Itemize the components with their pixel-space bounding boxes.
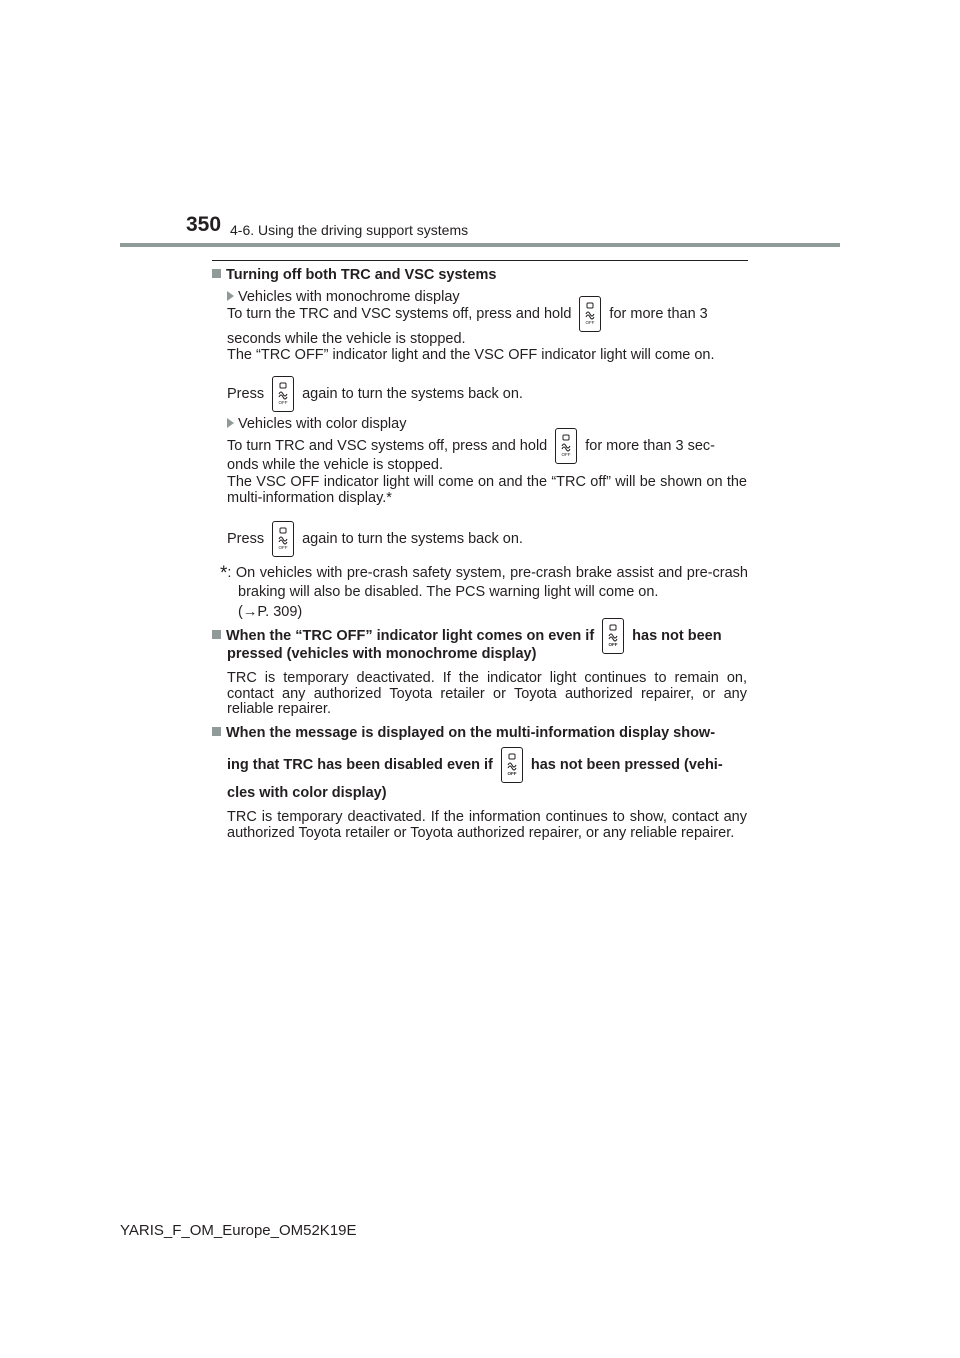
mono-text2: seconds while the vehicle is stopped.	[227, 331, 466, 347]
color-text2-a: for more than 3 sec-	[585, 438, 715, 454]
mono-press-word: Press	[227, 386, 265, 402]
color-text3: The VSC OFF indicator light will come on and the “TRC off” will be shown on the multi-information display.*	[227, 474, 747, 506]
vsc-off-switch-icon	[579, 296, 601, 332]
svg-text:OFF: OFF	[278, 545, 288, 551]
svg-text:OFF: OFF	[608, 642, 618, 648]
color-press	[227, 521, 747, 557]
color-press-word: Press	[227, 531, 265, 547]
mono-label-text: Vehicles with monochrome display	[238, 289, 460, 305]
vsc-off-switch-icon	[272, 521, 294, 557]
footnote	[220, 564, 748, 621]
vsc-off-switch-icon	[501, 747, 523, 783]
section3-heading-line2b: has not been pressed (vehi-	[530, 757, 723, 773]
svg-text:OFF: OFF	[278, 400, 288, 406]
color-line2: onds while the vehicle is stopped.	[227, 457, 444, 473]
footer-doc-id: YARIS_F_OM_Europe_OM52K19E	[120, 1222, 357, 1239]
vsc-off-switch-icon	[272, 376, 294, 412]
mono-paragraph	[227, 296, 747, 332]
svg-text:OFF: OFF	[561, 452, 571, 458]
section3-heading-line2	[227, 747, 747, 783]
section2-heading2-a: has not been	[632, 628, 722, 644]
section3-heading-line1-text: When the message is displayed on the multi-information display show-	[226, 725, 716, 741]
section3-heading-line1	[212, 726, 748, 742]
footnote-mark: *	[220, 563, 228, 584]
square-bullet-icon	[212, 269, 221, 278]
header-rule	[120, 243, 840, 247]
mono-press	[227, 376, 747, 412]
svg-text:OFF: OFF	[507, 771, 517, 777]
square-bullet-icon	[212, 727, 221, 736]
mono-text2-a: for more than 3	[609, 306, 708, 322]
page-number: 350	[186, 213, 222, 236]
mono-text1: To turn the TRC and VSC systems off, press and hold	[227, 306, 572, 322]
footnote-text: : On vehicles with pre-crash safety system, pre-crash brake assist and pre-crash braking will also be disabled. The PCS warning light will come on.	[227, 565, 748, 600]
mono-text3: The “TRC OFF” indicator light and the VSC OFF indicator light will come on.	[227, 347, 715, 363]
section1-heading	[212, 268, 748, 284]
color-press-rest: again to turn the systems back on.	[302, 531, 523, 547]
section-title: 4-6. Using the driving support systems	[230, 222, 469, 238]
section2-heading-line2: pressed (vehicles with monochrome display)	[227, 646, 537, 662]
divider-rule	[212, 260, 748, 261]
color-label-text: Vehicles with color display	[238, 416, 407, 432]
section3-heading-line3: cles with color display)	[227, 785, 387, 801]
svg-text:OFF: OFF	[585, 320, 595, 326]
section2-body: TRC is temporary deactivated. If the indicator light continues to remain on, contact any authorized Toyota retailer or Toyota authorized repairer, or any reliable repairer.	[227, 670, 747, 717]
section3-body: TRC is temporary deactivated. If the information continues to show, contact any authorized Toyota retailer or Toyota authorized repairer, or any reliable repairer.	[227, 809, 747, 841]
triangle-bullet-icon	[227, 418, 234, 428]
section1-heading-text: Turning off both TRC and VSC systems	[226, 267, 497, 283]
footnote-ref: (→P. 309)	[238, 604, 303, 620]
square-bullet-icon	[212, 630, 221, 639]
color-text1: To turn TRC and VSC systems off, press and hold	[227, 438, 548, 454]
section3-heading-line2a: ing that TRC has been disabled even if	[227, 757, 493, 773]
section2-heading1: When the “TRC OFF” indicator light comes on even if	[226, 628, 595, 644]
mono-press-rest: again to turn the systems back on.	[302, 386, 523, 402]
